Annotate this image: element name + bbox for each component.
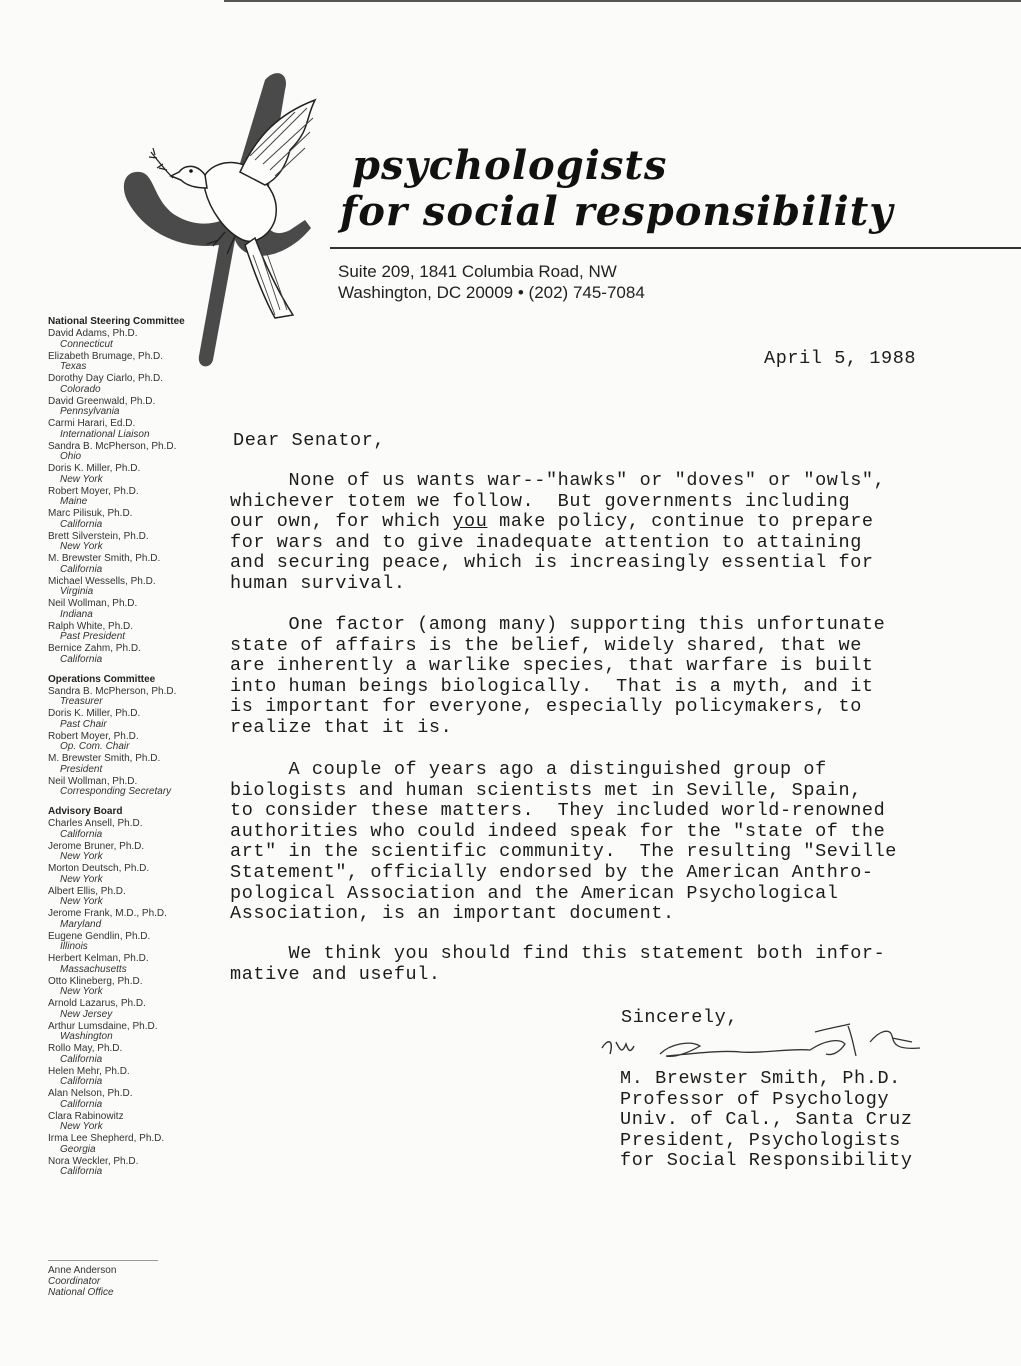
- member-detail: President: [60, 763, 103, 775]
- committee-member: [48, 998, 218, 1020]
- top-edge-line: [224, 0, 1021, 2]
- member-name: David Adams, Ph.D.: [48, 328, 138, 339]
- body-paragraph-2: One factor (among many) supporting this unfortunate state of affairs is the belief, widely shared, that we are inherently a warlike species, that warfare is built into human beings biologically. That is a myth, and it is important for everyone, especially policymakers, to realize that it is.: [230, 614, 886, 738]
- member-detail: Illinois: [60, 941, 88, 952]
- member-detail: New York: [60, 1121, 103, 1132]
- member-name: Neil Wollman, Ph.D.: [48, 775, 138, 787]
- member-name: Jerome Bruner, Ph.D.: [48, 840, 145, 852]
- committee-member: [48, 1021, 218, 1043]
- member-name: David Greenwald, Ph.D.: [48, 395, 156, 407]
- committee-member: [48, 931, 218, 953]
- member-detail: Colorado: [60, 383, 101, 395]
- committee-member: [48, 621, 218, 643]
- committee-member: [48, 351, 218, 373]
- member-detail: Past President: [60, 631, 126, 642]
- member-name: Clara Rabinowitz: [48, 1110, 124, 1122]
- member-name: Alan Nelson, Ph.D.: [48, 1088, 133, 1099]
- sidebar-footer: [48, 1260, 158, 1298]
- member-detail: California: [60, 1053, 103, 1065]
- signature-block: M. Brewster Smith, Ph.D. Professor of Psychology Univ. of Cal., Santa Cruz President, Psychologists for Social Responsibility: [620, 1068, 913, 1172]
- member-detail: New York: [60, 986, 103, 997]
- member-name: Robert Moyer, Ph.D.: [48, 485, 139, 497]
- member-name: Nora Weckler, Ph.D.: [48, 1155, 139, 1167]
- member-name: Arthur Lumsdaine, Ph.D.: [48, 1020, 158, 1032]
- member-detail: Massachusetts: [60, 963, 127, 975]
- committee-member: [48, 1088, 218, 1110]
- member-name: M. Brewster Smith, Ph.D.: [48, 753, 161, 764]
- member-name: Doris K. Miller, Ph.D.: [48, 463, 141, 474]
- member-detail: New Jersey: [60, 1008, 113, 1020]
- member-name: Sandra B. McPherson, Ph.D.: [48, 685, 177, 697]
- member-detail: California: [60, 653, 103, 665]
- member-name: Ralph White, Ph.D.: [48, 620, 134, 632]
- body-paragraph-1: None of us wants war--"hawks" or "doves" or "owls", whichever totem we follow. But governments including our own, for which you make policy, continue to prepare for wars and to give inadequate attention to attaining and securing peace, which is increasingly essential for human survival.: [230, 470, 886, 594]
- committee-member: [48, 441, 218, 463]
- committee-member: [48, 531, 218, 553]
- member-name: Neil Wollman, Ph.D.: [48, 598, 138, 609]
- committee-member: [48, 553, 218, 575]
- member-name: Sandra B. McPherson, Ph.D.: [48, 440, 177, 452]
- committee-member: [48, 373, 218, 395]
- member-name: Helen Mehr, Ph.D.: [48, 1065, 130, 1077]
- member-detail: Washington: [60, 1031, 113, 1042]
- member-name: Morton Deutsch, Ph.D.: [48, 863, 150, 874]
- address-line1: Suite 209, 1841 Columbia Road, NW: [338, 262, 617, 281]
- salutation: Dear Senator,: [233, 430, 386, 451]
- member-detail: Op. Com. Chair: [60, 741, 130, 752]
- committee-member: [48, 818, 218, 840]
- committee-member: [48, 886, 218, 908]
- member-detail: New York: [60, 541, 103, 552]
- member-name: M. Brewster Smith, Ph.D.: [48, 553, 161, 564]
- committee-member: [48, 396, 218, 418]
- member-detail: New York: [60, 896, 103, 907]
- member-detail: Georgia: [60, 1143, 96, 1155]
- committee-member: [48, 1156, 218, 1178]
- member-detail: Corresponding Secretary: [60, 786, 172, 797]
- committee-member: [48, 1133, 218, 1155]
- member-detail: Indiana: [60, 608, 93, 620]
- committee-member: [48, 418, 218, 440]
- committee-member: [48, 328, 218, 350]
- member-detail: California: [60, 563, 103, 575]
- member-detail: Past Chair: [60, 718, 107, 730]
- committee-heading: National Steering Committee: [48, 316, 185, 327]
- committee-member: [48, 953, 218, 975]
- committee-member: [48, 841, 218, 863]
- org-name-line1: psychologists: [352, 142, 668, 189]
- committee-member: [48, 976, 218, 998]
- committee-member: [48, 863, 218, 885]
- committee-member: [48, 686, 218, 708]
- member-detail: Pennsylvania: [60, 406, 120, 417]
- member-name: Carmi Harari, Ed.D.: [48, 418, 136, 429]
- member-name: Herbert Kelman, Ph.D.: [48, 953, 149, 964]
- body-paragraph-3: A couple of years ago a distinguished group of biologists and human scientists met in Seville, Spain, to consider these matters. They included world-renowned authorities who could indeed speak for the "state of the art" in the scientific community. The resulting "Seville Statement", officially endorsed by the American Anthro- pological Association and the American Psychological Association, is an important document.: [230, 759, 898, 925]
- org-name-line2: for social responsibility: [340, 188, 894, 235]
- committee-member: [48, 1066, 218, 1088]
- member-detail: Texas: [60, 361, 87, 372]
- member-name: Dorothy Day Ciarlo, Ph.D.: [48, 373, 164, 384]
- committee-member: [48, 486, 218, 508]
- member-detail: Maine: [60, 496, 88, 507]
- committee-member: [48, 708, 218, 730]
- committee-heading: Advisory Board: [48, 806, 123, 817]
- member-detail: Virginia: [60, 586, 94, 597]
- handwritten-signature: [600, 1020, 940, 1072]
- member-name: Albert Ellis, Ph.D.: [48, 885, 126, 897]
- committee-member: [48, 1043, 218, 1065]
- member-name: Bernice Zahm, Ph.D.: [48, 643, 141, 654]
- member-detail: California: [60, 828, 103, 840]
- member-name: Irma Lee Shepherd, Ph.D.: [48, 1133, 165, 1144]
- member-detail: California: [60, 1166, 103, 1177]
- member-detail: International Liaison: [60, 428, 150, 440]
- committee-member: [48, 643, 218, 665]
- committee-heading: Operations Committee: [48, 673, 156, 685]
- body-paragraph-4: We think you should find this statement both infor- mative and useful.: [230, 943, 886, 985]
- member-detail: California: [60, 1076, 103, 1087]
- address-line2: Washington, DC 20009 • (202) 745-7084: [338, 283, 645, 302]
- member-detail: Maryland: [60, 918, 102, 930]
- committee-member: [48, 908, 218, 930]
- member-detail: Treasurer: [60, 696, 103, 707]
- closing: Sincerely,: [621, 1007, 739, 1028]
- member-name: Arnold Lazarus, Ph.D.: [48, 998, 146, 1009]
- committee-sidebar: [48, 316, 218, 1186]
- letter-date: April 5, 1988: [764, 348, 917, 369]
- member-detail: New York: [60, 851, 103, 862]
- committee-member: [48, 776, 218, 798]
- member-detail: Connecticut: [60, 338, 113, 350]
- coordinator-name: Anne Anderson: [48, 1265, 117, 1276]
- member-name: Rollo May, Ph.D.: [48, 1043, 123, 1054]
- member-name: Charles Ansell, Ph.D.: [48, 818, 143, 829]
- coordinator-title: Coordinator: [48, 1276, 101, 1287]
- member-detail: California: [60, 518, 103, 530]
- committee-member: [48, 731, 218, 753]
- member-name: Otto Klineberg, Ph.D.: [48, 975, 143, 987]
- letterhead-rule: [330, 247, 1021, 249]
- committee-member: [48, 508, 218, 530]
- committee-member: [48, 463, 218, 485]
- coordinator-office: National Office: [48, 1287, 114, 1298]
- member-name: Marc Pilisuk, Ph.D.: [48, 508, 133, 519]
- member-detail: New York: [60, 873, 103, 885]
- member-detail: Ohio: [60, 451, 82, 462]
- member-name: Eugene Gendlin, Ph.D.: [48, 930, 151, 942]
- committee-member: [48, 598, 218, 620]
- member-detail: California: [60, 1098, 103, 1110]
- member-name: Robert Moyer, Ph.D.: [48, 730, 139, 742]
- committee-member: [48, 576, 218, 598]
- committee-group: [48, 316, 218, 665]
- member-detail: New York: [60, 473, 103, 485]
- committee-member: [48, 1111, 218, 1133]
- member-name: Doris K. Miller, Ph.D.: [48, 708, 141, 719]
- member-name: Michael Wessells, Ph.D.: [48, 575, 156, 587]
- member-name: Brett Silverstein, Ph.D.: [48, 530, 149, 542]
- committee-group: [48, 806, 218, 1177]
- member-name: Elizabeth Brumage, Ph.D.: [48, 350, 164, 362]
- member-name: Jerome Frank, M.D., Ph.D.: [48, 908, 167, 919]
- committee-group: [48, 674, 218, 798]
- committee-member: [48, 753, 218, 775]
